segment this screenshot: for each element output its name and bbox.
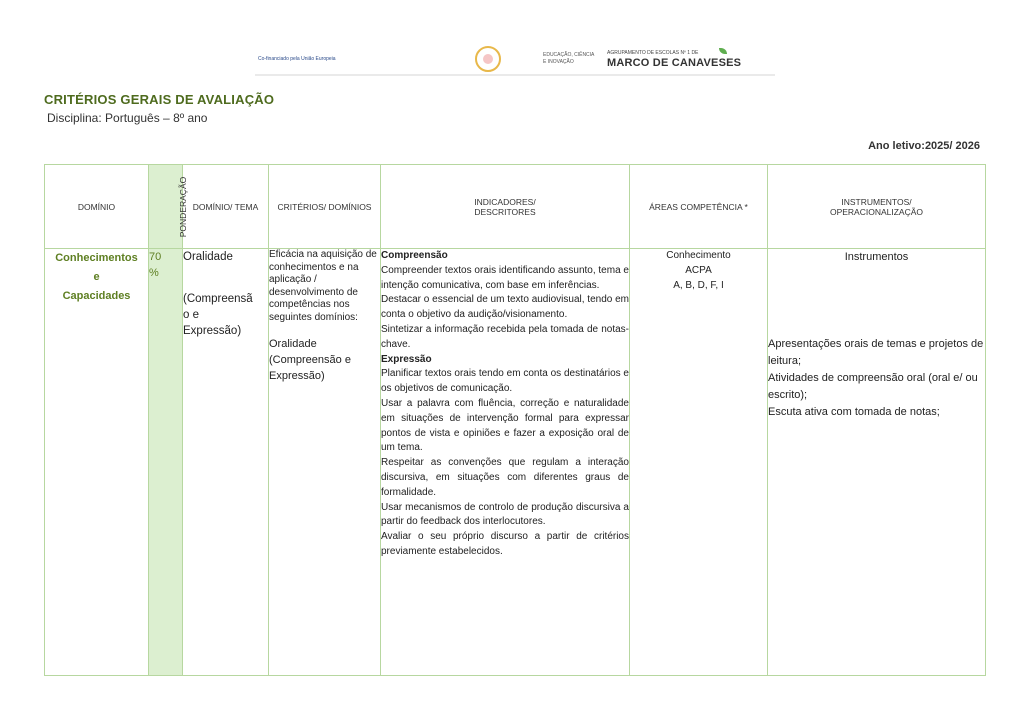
- indicator-heading: Compreensão: [381, 250, 448, 261]
- column-header-ponderacao: PONDERAÇÃO: [149, 165, 183, 249]
- indicator-item: Sintetizar a informação recebida pela tomada de notas-chave.: [381, 323, 629, 350]
- logo-divider: [255, 74, 775, 76]
- table-header-row: [45, 165, 986, 249]
- column-header-criterios: CRITÉRIOS/ DOMÍNIOS: [269, 165, 381, 249]
- criteria-table: [44, 164, 986, 676]
- cell-criterios: Eficácia na aquisição de conhecimentos e na aplicação / desenvolvimento de competências nos seguintes domínios: Oralidade (Compreensão e Expressão): [269, 249, 381, 676]
- column-header-instrumentos: INSTRUMENTOS/ OPERACIONALIZAÇÃO: [768, 165, 986, 249]
- indicator-item: Usar a palavra com fluência, correção e naturalidade em situações de intervenção formal para expressar pontos de vista e opiniões e fazer a exposição oral de um tema.: [381, 397, 629, 454]
- indicator-heading: Expressão: [381, 353, 432, 365]
- seal-logo-icon: [475, 46, 501, 72]
- ministry-logo-text: EDUCAÇÃO, CIÊNCIA E INOVAÇÃO: [543, 52, 595, 65]
- instrumentos-list: [768, 336, 985, 421]
- indicator-item: Avaliar o seu próprio discurso a partir de critérios previamente estabelecidos.: [381, 531, 629, 557]
- indicator-item: Compreender textos orais identificando assunto, tema e intenção comunicativa, com base em inferências.: [381, 264, 629, 291]
- cell-areas: Conhecimento ACPA A, B, D, F, I: [630, 249, 768, 676]
- table-row: [45, 249, 986, 676]
- instrument-item: Apresentações orais de temas e projetos de leitura;: [768, 338, 984, 367]
- page-subtitle: Disciplina: Português – 8º ano: [47, 111, 208, 125]
- indicator-item: Respeitar as convenções que regulam a interação discursiva, em situações com diferentes graus de formalidade.: [381, 457, 629, 498]
- indicator-item: Destacar o essencial de um texto audiovisual, tendo em conta o objetivo da audição/visionamento.: [381, 294, 629, 321]
- instrument-item: Atividades de compreensão oral (oral e/ ou escrito);: [768, 372, 978, 401]
- cell-instrumentos: Instrumentos Apresentações orais de temas e projetos de leitura; Atividades de compreensão oral (oral e/ ou escrito); Escuta ativa com tomada de notas;: [768, 249, 986, 676]
- page-title: CRITÉRIOS GERAIS DE AVALIAÇÃO: [44, 92, 275, 107]
- column-header-dominio-tema: DOMÍNIO/ TEMA: [183, 165, 269, 249]
- header-logos: [255, 44, 775, 76]
- instrument-item: Escuta ativa com tomada de notas;: [768, 406, 940, 418]
- indicator-item: Planificar textos orais tendo em conta os destinatários e os objetivos de comunicação.: [381, 368, 629, 395]
- cell-dominio-tema: Oralidade (Compreensã o e Expressão): [183, 249, 269, 676]
- indicadores-list: [381, 249, 629, 560]
- school-year: Ano letivo:2025/ 2026: [868, 140, 980, 152]
- cell-ponderacao: 70 %: [149, 249, 183, 676]
- agrupamento-logo-text: AGRUPAMENTO DE ESCOLAS Nº 1 DE: [607, 50, 699, 56]
- column-header-dominio: DOMÍNIO: [45, 165, 149, 249]
- cell-indicadores: [381, 249, 630, 676]
- column-header-areas: ÁREAS COMPETÊNCIA *: [630, 165, 768, 249]
- column-header-indicadores: INDICADORES/ DESCRITORES: [381, 165, 630, 249]
- leaf-icon: [719, 48, 727, 54]
- school-logo-name: MARCO DE CANAVESES: [607, 57, 742, 69]
- cell-dominio: Conhecimentos e Capacidades: [45, 249, 149, 676]
- indicator-item: Usar mecanismos de controlo de produção discursiva a partir do feedback dos interlocutores.: [381, 501, 629, 528]
- eu-funding-logo-text: Co-financiado pela União Europeia: [258, 56, 336, 62]
